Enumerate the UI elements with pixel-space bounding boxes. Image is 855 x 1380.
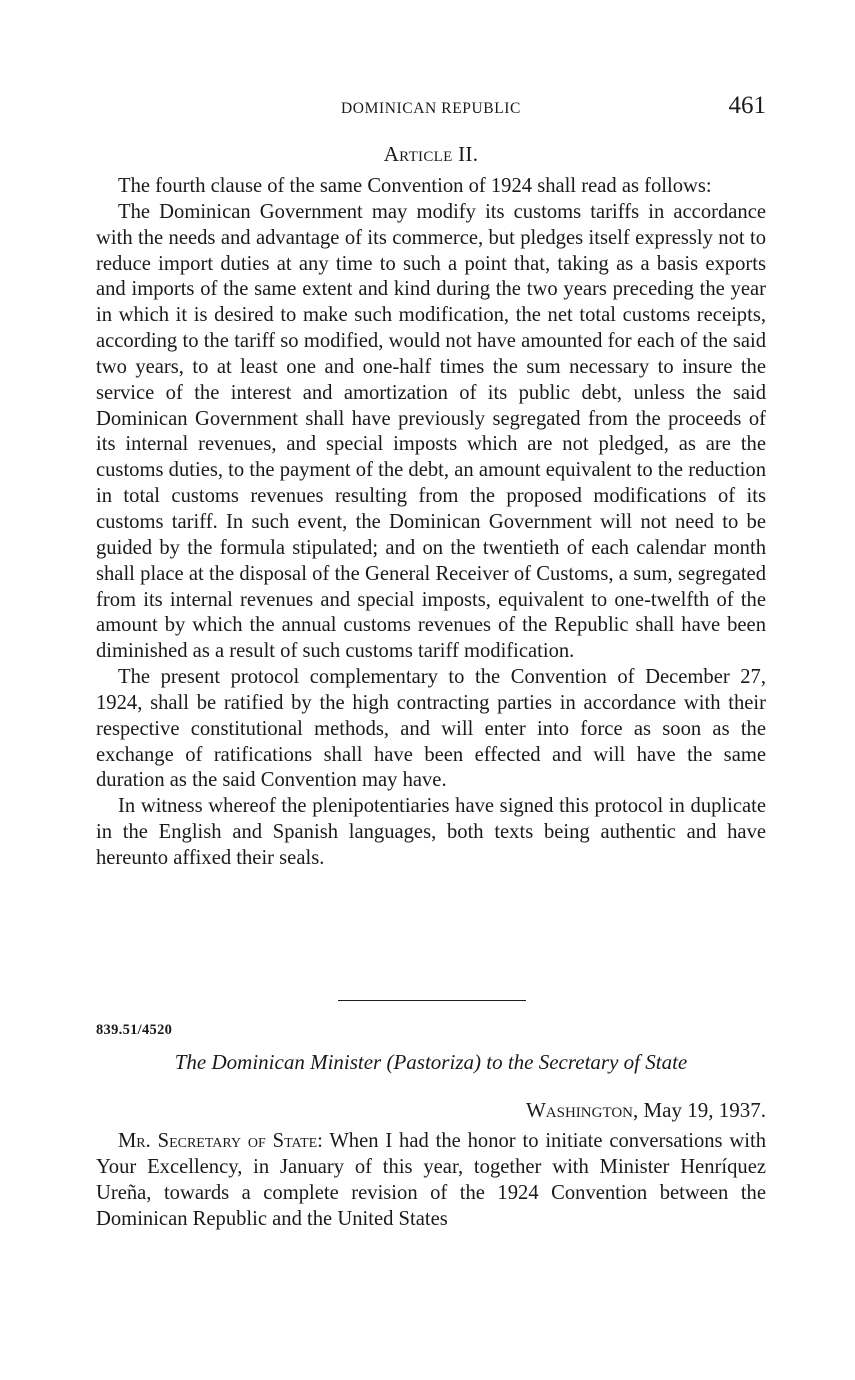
salutation: Mr. Secretary of State:	[118, 1130, 323, 1152]
file-number: 839.51/4520	[96, 1022, 173, 1038]
dateline	[526, 1098, 766, 1123]
article-paragraph: The Dominican Government may modify its customs tariffs in accordance with the needs and advantage of its commerce, but pledges itself expressly not to reduce import duties at any time to such a point that, taking as a basis exports and imports of the same extent and kind during the two years preceding the year in which it is desired to make such modification, the net total customs receipts, according to the tariff so modified, would not have amounted for each of the said two years, to at least one and one-half times the sum necessary to insure the service of the interest and amortization of its public debt, unless the said Dominican Government shall have previously segregated from the proceeds of its internal revenues, and special imposts which are not pledged, as are the customs duties, to the payment of the debt, an amount equivalent to the reduction in total customs revenues resulting from the proposed modifications of its customs tariff. In such event, the Dominican Government will not need to be guided by the formula stipulated; and on the twentieth of each calendar month shall place at the disposal of the General Receiver of Customs, a sum, segregated from its internal revenues and special imposts, equivalent to one-twelfth of the amount by which the annual customs revenues of the Republic shall have been diminished as a result of such customs tariff modification.	[96, 200, 766, 663]
article-heading: Article II.	[383, 142, 479, 166]
running-title: DOMINICAN REPUBLIC	[340, 100, 521, 117]
letter-title: The Dominican Minister (Pastoriza) to the Secretary of State	[174, 1050, 688, 1074]
dateline-date: May 19, 1937.	[643, 1098, 766, 1122]
running-head	[96, 92, 766, 122]
section-divider	[338, 1000, 526, 1001]
article-paragraph: In witness whereof the plenipotentiaries have signed this protocol in duplicate in the English and Spanish languages, both texts being authentic and have hereunto affixed their seals.	[96, 795, 766, 869]
document-page	[96, 0, 766, 1380]
page-number: 461	[728, 92, 766, 119]
article-paragraph: The present protocol complementary to the Convention of December 27, 1924, shall be ratified by the high contracting parties in accordance with their respective constitutional methods, and will enter into force as soon as the exchange of ratifications shall have been effected and will have the same duration as the said Convention may have.	[96, 666, 766, 792]
letter-text: When I had the honor to initiate conversations with Your Excellency, in January of this year, together with Minister Henríquez Ureña, towards a complete revision of the 1924 Convention between the Dominican Republic and the United States	[96, 1130, 767, 1230]
article-body	[96, 174, 766, 872]
article-paragraph: The fourth clause of the same Convention of 1924 shall read as follows:	[118, 175, 712, 197]
letter-body	[96, 1129, 766, 1232]
letter-paragraph	[96, 1129, 766, 1232]
dateline-place: Washington,	[525, 1098, 639, 1122]
